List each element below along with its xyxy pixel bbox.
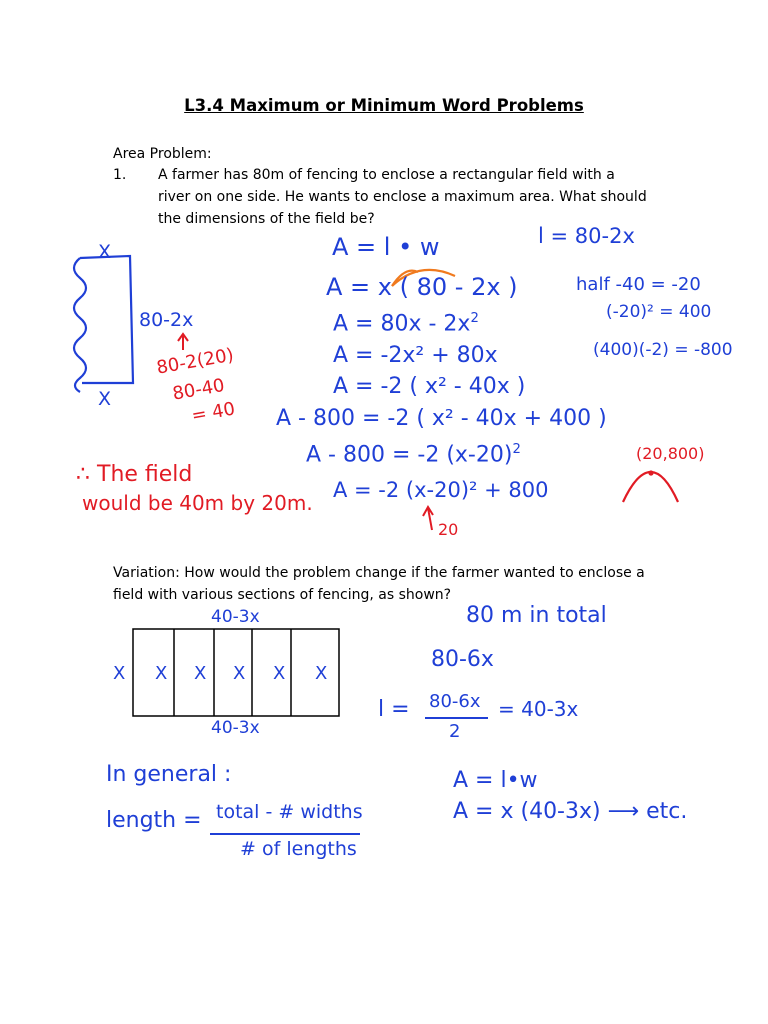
conclusion-line-1: ∴ The field xyxy=(76,462,193,487)
half-note: half -40 = -20 xyxy=(576,274,701,295)
substitution-1: 80-2(20) xyxy=(155,344,236,379)
square-note: (-20)² = 400 xyxy=(606,302,712,322)
diagram-label-bottom-x: X xyxy=(98,388,112,410)
work-line-8: A = -2 (x-20)² + 800 xyxy=(333,478,549,502)
diagram2-x-4: X xyxy=(273,663,286,684)
variation-line-1: Variation: How would the problem change if the farmer wanted to enclose a xyxy=(113,565,645,581)
problem-number: 1. xyxy=(113,167,127,183)
variation-line-2: field with various sections of fencing, as shown? xyxy=(113,587,452,603)
vertex-point xyxy=(648,470,653,475)
work-line-6: A - 800 = -2 ( x² - 40x + 400 ) xyxy=(276,406,607,431)
diagram2-x-3: X xyxy=(233,663,246,684)
field-rectangle xyxy=(80,256,133,383)
area-expression: A = x (40-3x) ⟶ etc. xyxy=(453,799,688,824)
fencing-expression: 80-6x xyxy=(431,647,494,672)
work-line-7: A - 800 = -2 $(x-20)^2$ xyxy=(306,442,521,468)
length-denominator: 2 xyxy=(449,721,461,742)
general-numerator: total - # widths xyxy=(216,801,363,823)
work-line-1: A = l • w xyxy=(332,233,440,261)
in-general-heading: In general : xyxy=(106,762,232,787)
area-formula: A = l•w xyxy=(453,768,538,793)
diagram2-x-outside: X xyxy=(113,663,126,684)
work-line-5: A = -2 ( x² - 40x ) xyxy=(333,374,526,399)
therefore-symbol: ∴ xyxy=(76,462,90,487)
work-line-4: A = -2x² + 80x xyxy=(333,343,498,368)
problem-line-2: river on one side. He wants to enclose a maximum area. What should xyxy=(158,189,647,205)
general-denominator: # of lengths xyxy=(240,838,357,860)
vertex-label: (20,800) xyxy=(636,444,705,463)
diagram2-x-2: X xyxy=(194,663,207,684)
river-line xyxy=(74,258,86,392)
diagram-label-top-x: X xyxy=(98,241,112,263)
parabola-sketch xyxy=(623,472,678,502)
problem-line-3: the dimensions of the field be? xyxy=(158,211,375,227)
substitution-2: 80-40 xyxy=(171,374,227,405)
length-prefix: l = xyxy=(378,697,410,722)
length-equation: l = 80-2x xyxy=(538,224,635,248)
length-result: = 40-3x xyxy=(498,697,579,721)
length-general-label: length = xyxy=(106,808,202,833)
substitution-3: = 40 xyxy=(190,398,237,427)
work-line-3: $A = 80x - 2x^2$ xyxy=(333,311,479,337)
problem-line-1: A farmer has 80m of fencing to enclose a rectangular field with a xyxy=(158,167,615,183)
diagram2-x-1: X xyxy=(155,663,168,684)
product-note: (400)(-2) = -800 xyxy=(593,340,733,360)
total-fencing-note: 80 m in total xyxy=(466,603,607,628)
diagram2-x-5: X xyxy=(315,663,328,684)
work-line-2: A = x ( 80 - 2x ) xyxy=(326,273,518,301)
conclusion-line-2: would be 40m by 20m. xyxy=(82,491,313,515)
diagram2-top-label: 40-3x xyxy=(211,607,260,627)
red-arrow-up xyxy=(178,334,188,350)
length-numerator: 80-6x xyxy=(429,691,481,712)
page-title: L3.4 Maximum or Minimum Word Problems xyxy=(184,96,584,115)
diagram-label-side: 80-2x xyxy=(139,309,194,331)
arrow-value-20: 20 xyxy=(438,520,459,539)
diagram2-bottom-label: 40-3x xyxy=(211,718,260,738)
red-arrow-20 xyxy=(423,507,433,530)
area-problem-heading: Area Problem: xyxy=(113,146,212,162)
